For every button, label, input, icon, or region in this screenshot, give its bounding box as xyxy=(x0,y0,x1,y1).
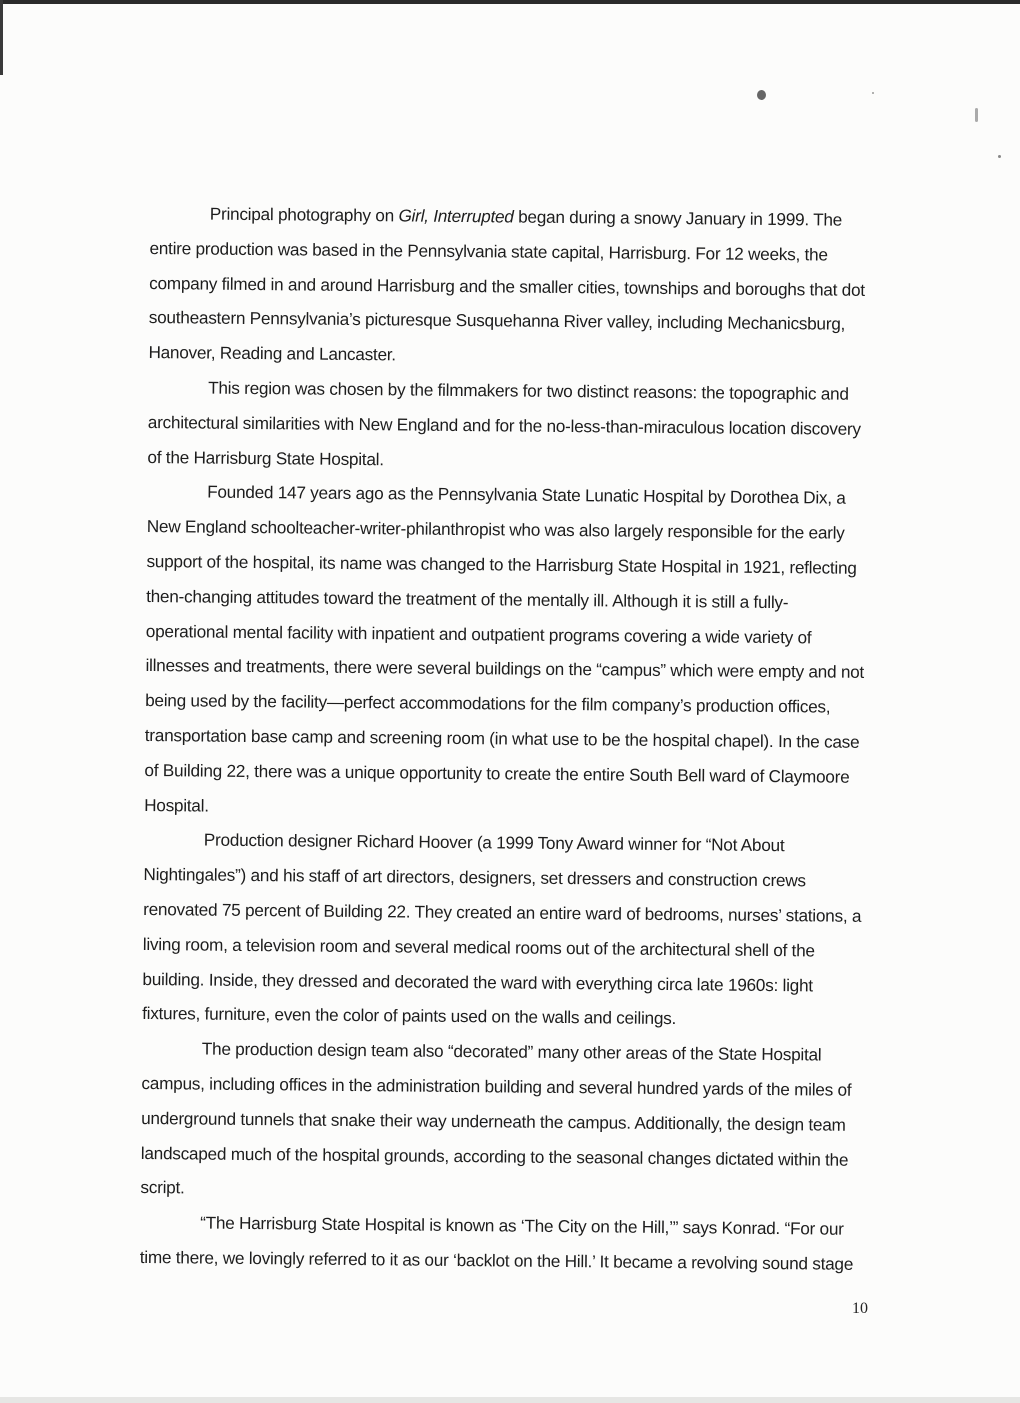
paragraph-5: The production design team also “decorated” many other areas of the State Hospital campus, including offices in the administration building and several hundred yards of the miles of underground tunnels that snake their way underneath the campus. Additionally, the design team landscaped much of the hospital grounds, according to the seasonal changes dictated within the script. xyxy=(140,1038,852,1198)
paragraph-2: This region was chosen by the filmmakers for two distinct reasons: the topographic and architectural similarities with New England and for the no-less-than-miraculous location discovery of the Harrisburg State Hospital. xyxy=(147,377,861,469)
scan-edge-top xyxy=(0,0,1020,4)
scan-speck xyxy=(757,90,766,100)
paragraph-4: Production designer Richard Hoover (a 1999 Tony Award winner for “Not About Nightingales”) and his staff of art directors, designers, set dressers and construction crews renovated 75 percent of Building 22. They created an entire ward of bedrooms, nurses’ stations, a living room, a television room and several medical rooms out of the architectural shell of the building. Inside, they dressed and decorated the ward with everything circa late 1960s: light fixtures, furniture, even the color of paints used on the walls and ceilings. xyxy=(142,829,862,1029)
scan-speck xyxy=(998,155,1001,158)
scan-speck xyxy=(975,108,978,122)
film-title: Girl, Interrupted xyxy=(398,205,514,227)
scan-edge-bottom xyxy=(0,1397,1020,1403)
paragraph-1-lead: Principal photography on xyxy=(209,203,399,226)
paragraph-6: “The Harrisburg State Hospital is known as ‘The City on the Hill,’” says Konrad. “For our time there, we lovingly referred to it as our ‘backlot on the Hill.’ It became a revolving sound stage xyxy=(139,1212,854,1274)
page-number: 10 xyxy=(852,1300,868,1317)
paragraph-1-rest: began during a snowy January in 1999. The entire production was based in the Pennsylvania state capital, Harrisburg. For 12 weeks, the company filmed in and around Harrisburg and the smaller cities, townships and boroughs that dot southeastern Pennsylvania’s picturesque Susquehanna River valley, including Mechanicsburg, Hanover, Reading and Lancaster. xyxy=(148,206,865,365)
body-text xyxy=(140,196,872,1282)
paragraph-1 xyxy=(148,196,872,377)
scan-edge-left xyxy=(0,0,3,75)
scan-speck xyxy=(872,92,874,94)
paragraph-3: Founded 147 years ago as the Pennsylvania State Lunatic Hospital by Dorothea Dix, a New England schoolteacher-writer-philanthropist who was also largely responsible for the early support of the hospital, its name was changed to the Harrisburg State Hospital in 1921, reflecting then-changing attitudes toward the treatment of the mentally ill. Although it is still a fully-operational mental facility with inpatient and outpatient programs covering a wide variety of illnesses and treatments, there were several buildings on the “campus” which were empty and not being used by the facility—perfect accommodations for the film company’s production offices, transportation base camp and screening room (in what use to be the hospital chapel). In the case of Building 22, there was a unique opportunity to create the entire South Bell ward of Claymoore Hospital. xyxy=(144,481,865,816)
